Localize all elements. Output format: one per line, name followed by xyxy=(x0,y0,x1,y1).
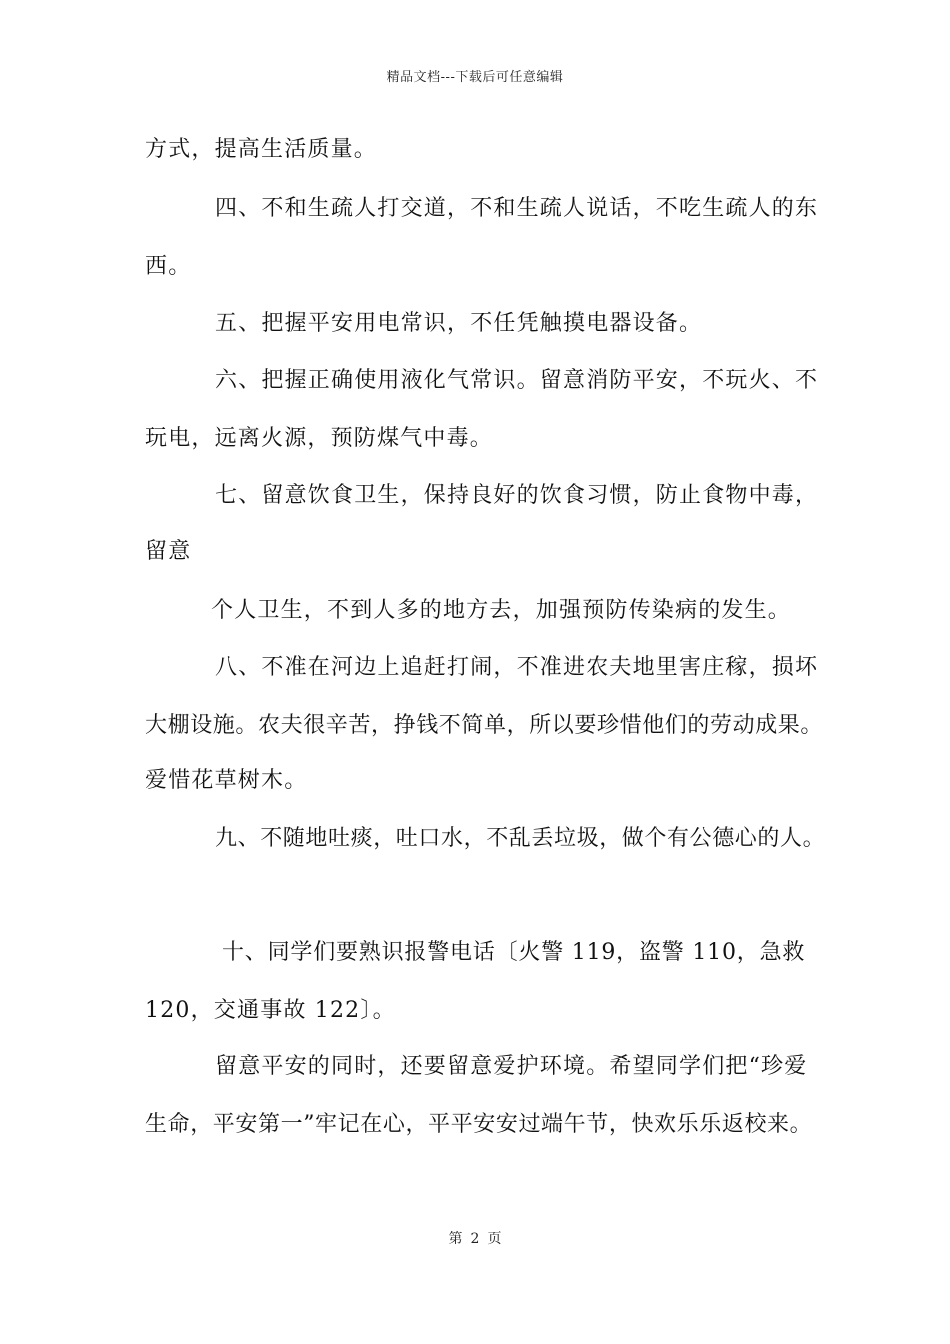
page-number-value: 2 xyxy=(470,1231,480,1247)
body-line: 留意 xyxy=(145,539,192,564)
body-line: 八、不准在河边上追赶打闹，不准进农夫地里害庄稼，损坏 xyxy=(215,655,819,680)
body-line: 方式，提高生活质量。 xyxy=(145,137,378,162)
body-line: 六、把握正确使用液化气常识。留意消防平安，不玩火、不 xyxy=(215,368,819,393)
body-line: 七、留意饮食卫生，保持良好的饮食习惯，防止食物中毒， xyxy=(215,483,819,508)
body-line: 爱惜花草树木。 xyxy=(145,768,308,793)
body-line: 120，交通事故 122〕。 xyxy=(145,998,396,1023)
body-line: 四、不和生疏人打交道，不和生疏人说话，不吃生疏人的东 xyxy=(215,196,819,221)
body-line: 个人卫生，不到人多的地方去，加强预防传染病的发生。 xyxy=(211,598,792,623)
body-line: 十、同学们要熟识报警电话〔火警 119，盗警 110，急救 xyxy=(222,940,806,965)
body-line: 大棚设施。农夫很辛苦，挣钱不简单，所以要珍惜他们的劳动成果。 xyxy=(145,713,824,738)
body-line: 留意平安的同时，还要留意爱护环境。希望同学们把“珍爱 xyxy=(215,1054,808,1079)
body-line: 九、不随地吐痰，吐口水，不乱丢垃圾，做个有公德心的人。 xyxy=(215,826,826,851)
page-number xyxy=(0,1228,950,1248)
page-number-suffix: 页 xyxy=(487,1231,502,1247)
body-line: 西。 xyxy=(145,254,192,279)
body-line: 五、把握平安用电常识，不任凭触摸电器设备。 xyxy=(215,311,703,336)
page-header: 精品文档---下载后可任意编辑 xyxy=(386,70,564,85)
page-number-prefix: 第 xyxy=(448,1231,463,1247)
body-line: 玩电，远离火源，预防煤气中毒。 xyxy=(145,426,494,451)
body-line: 生命，平安第一”牢记在心，平平安安过端午节，快欢乐乐返校来。 xyxy=(145,1112,813,1137)
